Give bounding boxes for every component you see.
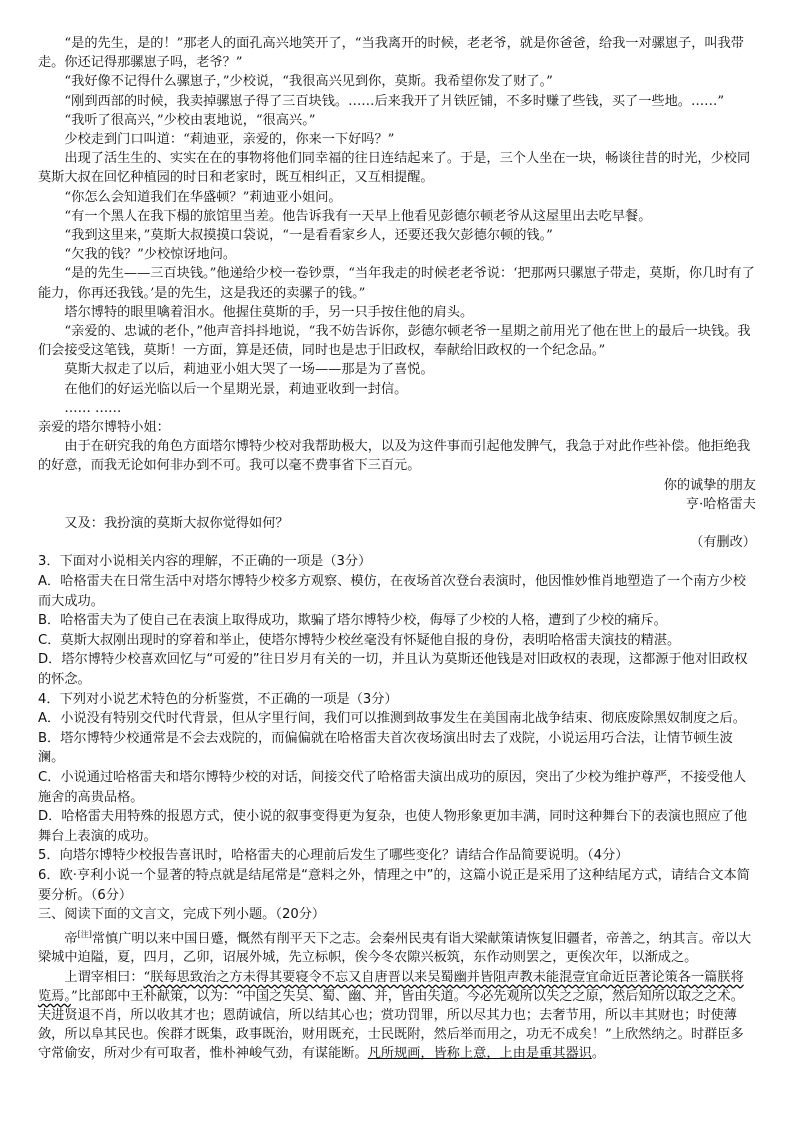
footnote-marker: [注] [77,929,92,939]
story-paragraph: “是的先生——三百块钱。”他递给少校一卷钞票，“当年我走的时候老老爷说：‘把那两只骡崽子带走，莫斯，你几时有了能力，你再还我钱。’是的先生，这是我还的卖骡子的钱。” [38,266,755,301]
story-paragraph: “我听了很高兴，”少校由衷地说，“很高兴。” [64,112,316,128]
story-paragraph: “有一个黑人在我下榻的旅馆里当差。他告诉我有一天早上他看见彭德尔顿老爷从这屋里出去吃早餐。 [64,208,652,224]
wavy-underlined-sentence: “朕每思致治之方未得其要寝令不忘又自唐晋以来吴蜀幽并皆阻声教未能混壹宜命近臣著论策各一篇朕将览焉。 [38,969,744,1004]
question-3-option-c: C．莫斯大叔刚出现时的穿着和举止，使塔尔博特少校丝毫没有怀疑他自报的身份，表明哈格雷夫演技的精湛。 [38,632,681,648]
story-paragraph: “欠我的钱？”少校惊讶地问。 [64,247,237,263]
classical-text: 上谓宰相曰： [64,969,144,985]
letter-salutation: 亲爱的塔尔博特小姐： [38,420,170,436]
classical-text: ”比部郎中王朴献策，以为：“中国之失吴、蜀、幽、并，皆由失道。今必先观所以失之之原，然后知所以取之之术。夫进贤退不肖，所以收其才也；恩荫诚信，所以结其心也；赏功罚罪，所以尽其力也；去奢节用，所以丰其财也；时使薄敛，所以阜其民也。俟群才既集，政事既治，财用既充，士民既附，然后举而用之，功无不成矣！”上欣然纳之。时群臣多守常偷安，所对少有可取者，惟朴神峻气劲，有谋能断。 [38,988,744,1062]
story-paragraph: “我到这里来，”莫斯大叔摸摸口袋说，“一是看看家乡人，还要还我欠彭德尔顿的钱。” [64,228,553,244]
document-page [38,34,756,1064]
letter-closing: 你的诚挚的朋友 [663,477,756,493]
letter-postscript: 又及：我扮演的莫斯大叔你觉得如何？ [64,516,289,532]
classical-text: 常慎广明以来中国日蹙，慨然有削平天下之志。会秦州民夷有诣大梁献策请恢复旧疆者，帝善之，纳其言。帝以大梁城中迫隘，夏，四月，乙卯，诏展外城，先立标帜，俟今冬农隙兴板筑，东作动则罢之，更俟次年，以渐成之。 [38,931,752,966]
question-6: 6．欧·亨利小说一个显著的特点就是结尾常是“意料之外，情理之中”的，这篇小说正是采用了这种结尾方式，请结合文本简要分析。（6分） [38,867,750,903]
source-note: （有删改） [690,535,756,551]
story-section [38,34,756,552]
story-paragraph: 莫斯大叔走了以后，莉迪亚小姐大哭了一场——那是为了喜悦。 [64,362,434,378]
section-3-heading: 三、阅读下面的文言文，完成下列小题。（20分） [38,907,326,923]
story-paragraph: “刚到西部的时候，我卖掉骡崽子得了三百块钱。……后来我开了爿铁匠铺，不多时赚了些钱，买了一些地。……” [64,93,725,109]
story-paragraph: “你怎么会知道我们在华盛顿？”莉迪亚小姐问。 [64,189,342,205]
emperor-char: 帝 [64,931,78,947]
question-3-option-b: B．哈格雷夫为了使自己在表演上取得成功，欺骗了塔尔博特少校，侮辱了少校的人格，遭到了少校的痛斥。 [38,613,667,629]
question-3-option-a: A．哈格雷夫在日常生活中对塔尔博特少校多方观察、模仿，在夜场首次登台表演时，他因惟妙惟肖地塑造了一个南方少校而大成功。 [38,574,746,609]
letter-signature: 亨·哈格雷夫 [685,496,756,512]
underlined-sentence: 凡所规画，皆称上意，上由是重其器识 [367,1046,592,1062]
question-4-option-b: B．塔尔博特少校通常是不会去戏院的，而偏偏就在哈格雷夫首次夜场演出时去了戏院，小说运用巧合法，让情节顿生波澜。 [38,730,733,766]
story-paragraph: “亲爱的、忠诚的老仆，”他声音抖抖地说，“我不妨告诉你，彭德尔顿老爷一星期之前用光了他在世上的最后一块钱。我们会接受这笔钱，莫斯！一方面，算是还债，同时也是忠于旧政权，奉献给旧政权的一个纪念品。” [38,324,751,359]
classical-paragraph-1 [38,925,756,968]
questions-section [38,552,756,924]
story-paragraph: 少校走到门口叫道：“莉迪亚，亲爱的，你来一下好吗？” [64,132,395,148]
letter-body: 由于在研究我的角色方面塔尔博特少校对我帮助极大，以及为这件事而引起他发脾气，我急于对此作些补偿。他拒绝我的好意，而我无论如何非办到不可。我可以毫不费事省下三百元。 [38,439,751,474]
classical-text-section [38,925,756,1064]
question-3-option-d: D．塔尔博特少校喜欢回忆与“可爱的”往日岁月有关的一切，并且认为莫斯还他钱是对旧政权的表现，这都源于他对旧政权的怀念。 [38,652,748,688]
question-4-stem: 4．下列对小说艺术特色的分析鉴赏，不正确的一项是（3分） [38,691,398,707]
story-paragraph: “我好像不记得什么骡崽子，”少校说，“我很高兴见到你，莫斯。我希望你发了财了。” [64,74,553,90]
story-paragraph: “是的先生，是的！”那老人的面孔高兴地笑开了，“当我离开的时候，老老爷，就是你爸爸，给我一对骡崽子，叫我带走。你还记得那骡崽子吗，老爷？” [38,36,744,71]
question-4-option-c: C．小说通过哈格雷夫和塔尔博特少校的对话，间接交代了哈格雷夫演出成功的原因，突出了少校为维护尊严，不接受他人施舍的高贵品格。 [38,770,747,805]
story-paragraph: 出现了活生生的、实实在在的事物将他们同幸福的往日连结起来了。于是，三个人坐在一块，畅谈往昔的时光，少校同莫斯大叔在回忆种植园的时日和老家时，既互相纠正，又互相提醒。 [38,151,751,186]
classical-paragraph-2 [38,968,756,1064]
question-5: 5．向塔尔博特少校报告喜讯时，哈格雷夫的心理前后发生了哪些变化？请结合作品简要说明。（4分） [38,848,629,864]
question-3-stem: 3．下面对小说相关内容的理解，不正确的一项是（3分） [38,554,372,570]
question-4-option-d: D．哈格雷夫用特殊的报恩方式，使小说的叙事变得更为复杂，也使人物形象更加丰满，同时这种舞台下的表演也照应了他舞台上表演的成功。 [38,809,748,844]
question-4-option-a: A．小说没有特别交代时代背景，但从字里行间，我们可以推测到故事发生在美国南北战争结束、彻底废除黑奴制度之后。 [38,711,746,727]
story-paragraph: 塔尔博特的眼里噙着泪水。他握住莫斯的手，另一只手按住他的肩头。 [64,304,474,320]
classical-text: 。 [591,1046,606,1062]
ellipsis-line: …… …… [64,400,122,416]
story-paragraph: 在他们的好运光临以后一个星期光景，莉迪亚收到一封信。 [64,381,408,397]
